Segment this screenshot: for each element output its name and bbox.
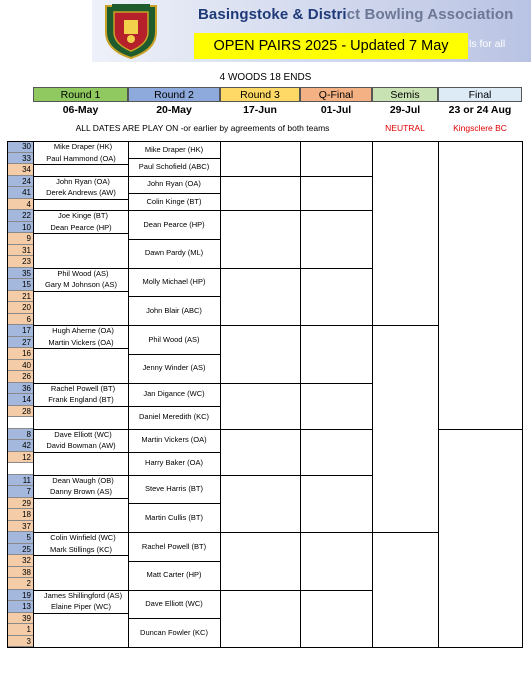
round2-slot-divider [128, 354, 220, 355]
seed-number: 30 [7, 141, 33, 153]
round2-player: Dean Pearce (HP) [143, 219, 205, 229]
grid-border-left-outer [7, 141, 8, 647]
association-name: Basingstoke & District Bowling Association [198, 6, 514, 23]
seed-number: 20 [7, 302, 33, 314]
seed-number: 24 [7, 176, 33, 188]
round2-slot-divider [128, 193, 220, 194]
round2-player: Jenny Winder (AS) [142, 363, 206, 373]
col-divider-final [522, 141, 523, 647]
round1-player: David Bowman (AW) [46, 441, 116, 450]
round1-player: Dean Pearce (HP) [50, 222, 112, 232]
round2-slot-divider [128, 158, 220, 159]
seed-number: 29 [7, 498, 33, 510]
round-header-qfinal: Q-Final [300, 87, 372, 102]
round1-player: Phil Wood (AS) [57, 268, 109, 278]
round1-pair-underline [33, 233, 128, 234]
round1-pair-underline [33, 452, 128, 453]
round2-slot-divider [128, 406, 220, 407]
seed-number: 5 [7, 532, 33, 544]
round2-group-bottom [33, 475, 222, 476]
final-mid [438, 429, 522, 430]
seed-number: 22 [7, 210, 33, 222]
semis-slot-bottom [372, 532, 438, 533]
round2-player: John Ryan (OA) [147, 179, 201, 189]
seed-number: 2 [7, 578, 33, 590]
qfinal-slot-bottom [300, 325, 372, 326]
round1-player: Frank England (BT) [48, 395, 114, 404]
round-date-final: 23 or 24 Aug [448, 104, 512, 116]
round2-player: Steve Harris (BT) [145, 484, 203, 494]
seed-number: 37 [7, 521, 33, 533]
qfinal-slot-bottom [300, 210, 372, 211]
seed-number: 3 [7, 636, 33, 648]
round2-group-bottom [33, 590, 222, 591]
round2-group-bottom [33, 176, 222, 177]
round2-group-bottom [33, 429, 222, 430]
round2-group-bottom [33, 210, 222, 211]
seed-number: 32 [7, 555, 33, 567]
semis-mid [372, 325, 438, 326]
round2-player: Duncan Fowler (KC) [140, 627, 208, 637]
round1-player: Danny Brown (AS) [49, 487, 113, 496]
round2-slot-divider [128, 452, 220, 453]
semis-slot-bottom [372, 647, 438, 648]
seed-number: 28 [7, 406, 33, 418]
round-date-2: 20-May [156, 104, 192, 116]
round-header-2: Round 2 [128, 87, 220, 102]
round1-pair-underline [33, 613, 128, 614]
round2-player: Mike Draper (HK) [144, 144, 204, 154]
round1-player: Rachel Powell (BT) [50, 383, 116, 393]
qfinal-mid [300, 383, 372, 384]
round2-player: Dave Elliott (WC) [145, 599, 203, 609]
round1-pair-underline [33, 406, 128, 407]
seed-number: 38 [7, 567, 33, 579]
qfinal-slot-bottom [300, 532, 372, 533]
round1-pair-underline [33, 348, 128, 349]
round-date-3: 17-Jun [243, 104, 277, 116]
round2-player: Colin Kinge (BT) [146, 196, 202, 206]
seed-number: 8 [7, 429, 33, 441]
round2-player: John Blair (ABC) [146, 305, 202, 315]
round3-slot-bottom [220, 475, 300, 476]
seed-number: 34 [7, 164, 33, 176]
round2-player: Phil Wood (AS) [148, 334, 200, 344]
round2-group-bottom [33, 647, 222, 648]
round2-player: Rachel Powell (BT) [141, 541, 207, 551]
round2-slot-divider [128, 618, 220, 619]
seed-number: 31 [7, 245, 33, 257]
round2-group-bottom [33, 268, 222, 269]
seed-number: 11 [7, 475, 33, 487]
page-title: OPEN PAIRS 2025 - Updated 7 May [194, 33, 468, 59]
seed-number: 40 [7, 360, 33, 372]
round1-player: Colin Winfield (WC) [50, 533, 116, 542]
round1-pair-underline [33, 199, 128, 200]
seed-number: 18 [7, 509, 33, 521]
round2-player: Harry Baker (OA) [145, 458, 203, 468]
col-divider-r2 [220, 141, 221, 647]
round3-slot-bottom [220, 532, 300, 533]
seed-number: 23 [7, 256, 33, 268]
round2-slot-divider [128, 239, 220, 240]
seed-number: 35 [7, 268, 33, 280]
round2-slot-divider [128, 503, 220, 504]
seed-number: 9 [7, 233, 33, 245]
round1-player: Paul Hammond (OA) [46, 153, 116, 163]
seed-number: 26 [7, 371, 33, 383]
round1-player: James Shillingford (AS) [43, 590, 123, 600]
seed-number: 36 [7, 383, 33, 395]
seed-number: 39 [7, 613, 33, 625]
round1-pair-underline [33, 164, 128, 165]
qfinal-mid [300, 590, 372, 591]
round1-player: Derek Andrews (AW) [46, 188, 116, 197]
round2-player: Paul Schofield (ABC) [138, 162, 210, 172]
round2-slot-divider [128, 296, 220, 297]
seed-number: 27 [7, 337, 33, 349]
round2-player: Jan Digance (WC) [143, 389, 205, 399]
seed-number [7, 463, 33, 475]
round1-player: Gary M Johnson (AS) [44, 280, 118, 289]
round3-slot-bottom [220, 325, 300, 326]
round3-slot-bottom [220, 647, 300, 648]
qfinal-slot-bottom [300, 429, 372, 430]
round3-slot-bottom [220, 383, 300, 384]
seed-number: 17 [7, 325, 33, 337]
round3-slot-bottom [220, 176, 300, 177]
seed-number [7, 417, 33, 429]
round2-player: Molly Michael (HP) [142, 277, 206, 287]
round1-pair-underline [33, 498, 128, 499]
round1-pair-underline [33, 291, 128, 292]
round2-player: Daniel Meredith (KC) [138, 412, 210, 422]
round3-slot-bottom [220, 429, 300, 430]
round1-player: Dean Waugh (OB) [52, 475, 114, 485]
qfinal-mid [300, 176, 372, 177]
qfinal-slot-bottom [300, 647, 372, 648]
col-divider-qf [372, 141, 373, 647]
seed-number: 16 [7, 348, 33, 360]
association-crest-logo [100, 2, 162, 60]
col-divider-r3 [300, 141, 301, 647]
seed-number: 21 [7, 291, 33, 303]
semis-venue: NEUTRAL [385, 123, 425, 133]
round2-player: Martin Vickers (OA) [141, 435, 207, 445]
banner-tail-text: ls for all [469, 38, 506, 50]
seed-number: 4 [7, 199, 33, 211]
round-header-final: Final [438, 87, 522, 102]
seed-number: 25 [7, 544, 33, 556]
round3-slot-bottom [220, 268, 300, 269]
seed-number: 19 [7, 590, 33, 602]
round1-player: Dave Elliott (WC) [54, 429, 112, 439]
seed-number: 6 [7, 314, 33, 326]
seed-number: 10 [7, 222, 33, 234]
round-header-1: Round 1 [33, 87, 128, 102]
col-divider-semi [438, 141, 439, 647]
qfinal-mid [300, 268, 372, 269]
round2-player: Martin Cullis (BT) [145, 512, 203, 522]
seed-number: 14 [7, 394, 33, 406]
round1-player: Martin Vickers (OA) [48, 337, 114, 347]
round2-group-bottom [33, 325, 222, 326]
round1-player: John Ryan (OA) [56, 176, 110, 186]
round2-slot-divider [128, 561, 220, 562]
grid-border-left [33, 141, 34, 647]
dates-note: ALL DATES ARE PLAY ON -or earlier by agreements of both teams [75, 123, 330, 133]
round-header-3: Round 3 [220, 87, 300, 102]
seed-number: 12 [7, 452, 33, 464]
round-date-1: 06-May [62, 104, 99, 116]
round1-player: Mike Draper (HK) [53, 142, 113, 151]
format-subtitle: 4 WOODS 18 ENDS [219, 72, 312, 83]
round1-pair-underline [33, 555, 128, 556]
round1-player: Joe Kinge (BT) [57, 211, 109, 220]
round-header-semis: Semis [372, 87, 438, 102]
round1-player: Elaine Piper (WC) [50, 602, 111, 611]
round-date-semis: 29-Jul [389, 104, 421, 116]
round3-slot-bottom [220, 210, 300, 211]
round1-player: Hugh Aherne (OA) [52, 326, 114, 335]
seed-number: 13 [7, 601, 33, 613]
round1-player: Mark Stillings (KC) [49, 544, 113, 554]
round2-group-bottom [33, 383, 222, 384]
round2-player: Dawn Pardy (ML) [144, 248, 204, 258]
seed-number: 7 [7, 486, 33, 498]
seed-number: 15 [7, 279, 33, 291]
round2-player: Matt Carter (HP) [146, 570, 202, 580]
seed-number: 1 [7, 624, 33, 636]
seed-number: 41 [7, 187, 33, 199]
final-venue: Kingsclere BC [453, 123, 507, 133]
seed-number: 33 [7, 153, 33, 165]
seed-number: 42 [7, 440, 33, 452]
round2-group-bottom [33, 532, 222, 533]
qfinal-mid [300, 475, 372, 476]
round3-slot-bottom [220, 590, 300, 591]
round-date-qfinal: 01-Jul [320, 104, 352, 116]
